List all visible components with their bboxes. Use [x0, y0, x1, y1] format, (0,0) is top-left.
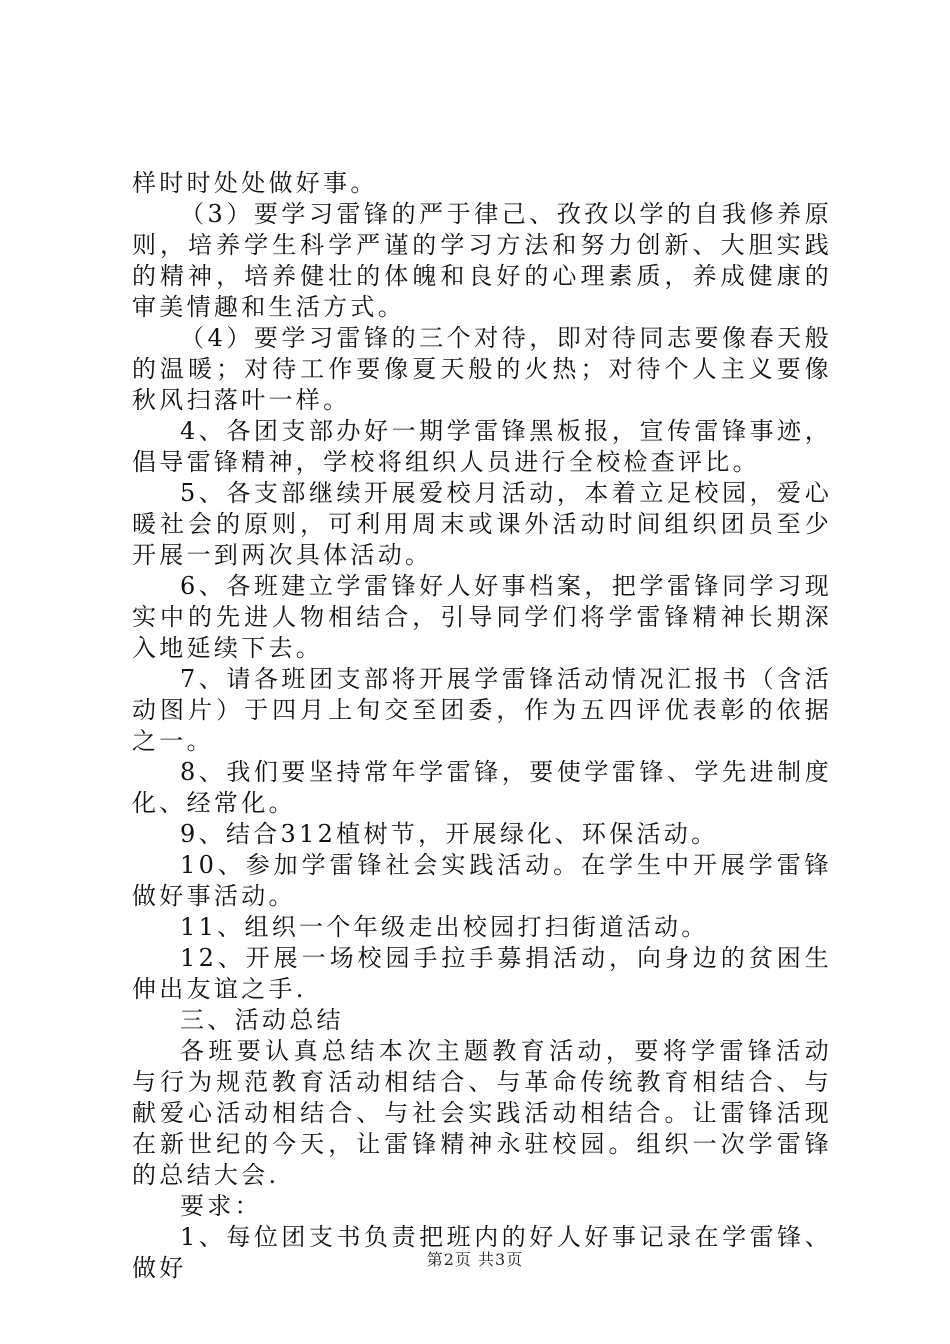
paragraph: 8、我们要坚持常年学雷锋，要使学雷锋、学先进制度化、经常化。	[132, 758, 832, 817]
paragraph: 各班要认真总结本次主题教育活动，要将学雷锋活动与行为规范教育活动相结合、与革命传统教育相结合、与献爱心活动相结合、与社会实践活动相结合。让雷锋活现在新世纪的今天，让雷锋精神永驻校园。组织一次学雷锋的总结大会.	[132, 1037, 832, 1189]
page-number-footer: 第2页 共3页	[426, 1250, 524, 1269]
paragraph: 样时时处处做好事。	[132, 169, 378, 197]
document-body	[132, 168, 832, 1284]
paragraph: 11、组织一个年级走出校园打扫街道活动。	[180, 913, 709, 941]
paragraph: 9、结合312植树节，开展绿化、环保活动。	[180, 820, 719, 848]
section-heading: 三、活动总结	[180, 1006, 344, 1034]
paragraph: 1、每位团支书负责把班内的好人好事记录在学雷锋、做好	[132, 1223, 832, 1282]
paragraph: 10、参加学雷锋社会实践活动。在学生中开展学雷锋做好事活动。	[132, 851, 832, 910]
paragraph: 12、开展一场校园手拉手募捐活动，向身边的贫困生伸出友谊之手.	[132, 944, 832, 1003]
paragraph: 4、各团支部办好一期学雷锋黑板报，宣传雷锋事迹，倡导雷锋精神，学校将组织人员进行全校检查评比。	[132, 417, 832, 476]
paragraph: （4）要学习雷锋的三个对待，即对待同志要像春天般的温暖；对待工作要像夏天般的火热；对待个人主义要像秋风扫落叶一样。	[132, 324, 832, 414]
paragraph: 7、请各班团支部将开展学雷锋活动情况汇报书（含活动图片）于四月上旬交至团委，作为五四评优表彰的依据之一。	[132, 665, 832, 755]
paragraph: 6、各班建立学雷锋好人好事档案，把学雷锋同学习现实中的先进人物相结合，引导同学们将学雷锋精神长期深入地延续下去。	[132, 572, 832, 662]
requirements-heading: 要求：	[180, 1192, 262, 1220]
paragraph: 5、各支部继续开展爱校月活动，本着立足校园，爱心暖社会的原则，可利用周末或课外活动时间组织团员至少开展一到两次具体活动。	[132, 479, 832, 569]
paragraph: （3）要学习雷锋的严于律己、孜孜以学的自我修养原则，培养学生科学严谨的学习方法和努力创新、大胆实践的精神，培养健壮的体魄和良好的心理素质，养成健康的审美情趣和生活方式。	[132, 200, 832, 321]
